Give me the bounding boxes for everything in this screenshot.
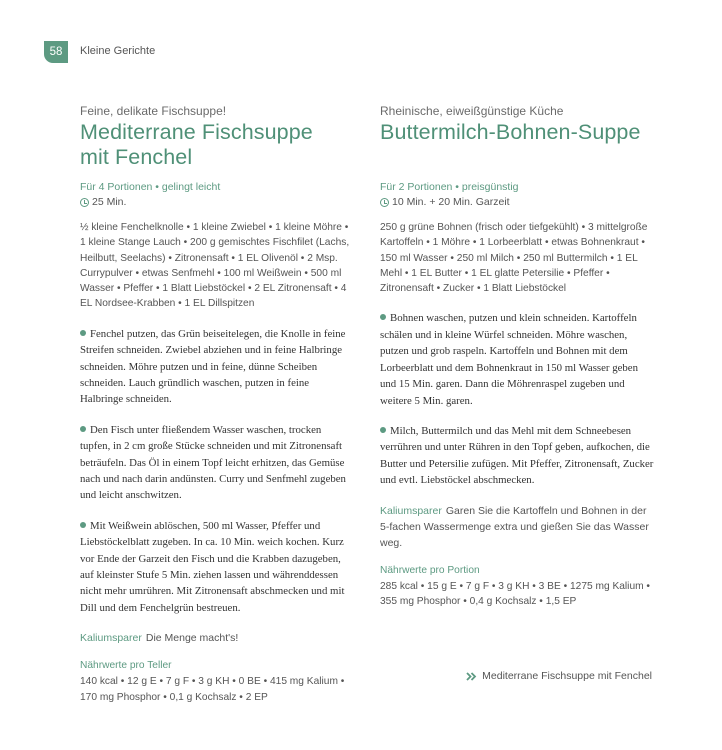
instruction-step bbox=[380, 310, 656, 408]
next-recipe-link-text: Mediterrane Fischsuppe mit Fenchel bbox=[482, 670, 652, 682]
recipe-title-line: Mediterrane Fischsuppe bbox=[80, 120, 313, 144]
tip-box bbox=[80, 630, 352, 646]
nutrition-values: 140 kcal • 12 g E • 7 g F • 3 g KH • 0 BE • 415 mg Kalium • 170 mg Phosphor • 0,1 g Kochsalz • 2 EP bbox=[80, 676, 345, 703]
bullet-icon bbox=[380, 427, 386, 433]
double-chevron-right-icon bbox=[466, 671, 477, 682]
prep-time bbox=[80, 195, 352, 210]
instruction-text: Bohnen waschen, putzen und klein schneiden. Kartoffeln schälen und in kleine Würfel schneiden. Möhre waschen, putzen und grob raspeln. Kartoffeln und Bohnen mit dem Lorbeerblatt und dem Bohnenkraut in 150 ml Wasser geben und 15 Min. garen. Dann die Möhrenraspel zugeben und weitere 5 Min. garen. bbox=[380, 312, 638, 407]
recipe-subtitle: Feine, delikate Fischsuppe! bbox=[80, 104, 227, 118]
recipe-fischsuppe bbox=[80, 103, 352, 705]
recipe-title bbox=[80, 120, 352, 170]
instruction-step bbox=[80, 326, 352, 408]
recipe-meta bbox=[380, 180, 656, 210]
tip-text: Garen Sie die Kartoffeln und Bohnen in der 5-fachen Wassermenge extra und gießen Sie das Wasser weg. bbox=[380, 504, 649, 549]
bullet-icon bbox=[80, 330, 86, 336]
tip-label: Kaliumsparer bbox=[380, 504, 442, 517]
page-number-badge: 58 bbox=[44, 41, 68, 63]
recipe-meta bbox=[80, 180, 352, 210]
recipe-bohnensuppe bbox=[380, 103, 656, 609]
ingredients-list: ½ kleine Fenchelknolle • 1 kleine Zwiebel • 1 kleine Möhre • 1 kleine Stange Lauch • 200 g gemischtes Fischfilet (Lachs, Heilbutt, Seelachs) • Zitronensaft • 1 EL Olivenöl • 2 Msp. Currypulver • etwas Senfmehl • 100 ml Weißwein • 500 ml Wasser • Pfeffer • 1 Blatt Liebstöckel • 2 EL Zitronensaft • 4 EL Nordsee-Krabben • 1 EL Dillspitzen bbox=[80, 222, 350, 310]
ingredients-list: 250 g grüne Bohnen (frisch oder tiefgekühlt) • 3 mittelgroße Kartoffeln • 1 Möhre • 1 Lorbeerblatt • etwas Bohnenkraut • 150 ml Wasser • 250 ml Milch • 250 ml Buttermilch • 1 EL Mehl • 1 EL Butter • 1 EL glatte Petersilie • Pfeffer • Zitronensaft • Zucker • 1 Blatt Liebstöckel bbox=[380, 222, 648, 295]
nutrition-heading: Nährwerte pro Teller bbox=[80, 660, 172, 672]
running-header: Kleine Gerichte bbox=[80, 45, 156, 57]
clock-icon bbox=[380, 198, 389, 207]
prep-time bbox=[380, 195, 656, 210]
nutrition-values: 285 kcal • 15 g E • 7 g F • 3 g KH • 3 BE • 1275 mg Kalium • 355 mg Phosphor • 0,4 g Kochsalz • 1,5 EP bbox=[380, 580, 650, 607]
instruction-step bbox=[380, 423, 656, 489]
instruction-step bbox=[80, 518, 352, 616]
recipe-title: Buttermilch-Bohnen-Suppe bbox=[380, 120, 641, 144]
prep-time-text: 25 Min. bbox=[92, 196, 127, 208]
bullet-icon bbox=[80, 426, 86, 432]
instruction-text: Den Fisch unter fließendem Wasser waschen, trocken tupfen, in 2 cm große Stücke schneiden und mit Zitronensaft beträufeln. Das Öl in einem Topf leicht erhitzen, das Gemüse nach und nach darin andünsten. Curry und Senfmehl zugeben und leicht anschwitzen. bbox=[80, 423, 346, 502]
bullet-icon bbox=[80, 522, 86, 528]
tip-label: Kaliumsparer bbox=[80, 632, 142, 645]
instruction-text: Fenchel putzen, das Grün beiseitelegen, die Knolle in feine Streifen schneiden. Zwiebel abziehen und in feine Halbringe schneiden. Möhre putzen und in feine, dünne Scheiben schneiden. Lauch gründlich waschen, putzen in feine Halbringe schneiden. bbox=[80, 327, 346, 406]
servings: Für 4 Portionen • gelingt leicht bbox=[80, 181, 221, 193]
tip-text: Die Menge macht's! bbox=[145, 632, 239, 645]
servings: Für 2 Portionen • preisgünstig bbox=[380, 181, 519, 193]
tip-box bbox=[380, 503, 656, 551]
instruction-step bbox=[80, 422, 352, 504]
next-recipe-link[interactable] bbox=[466, 670, 652, 682]
clock-icon bbox=[80, 198, 89, 207]
bullet-icon bbox=[380, 314, 386, 320]
instruction-text: Mit Weißwein ablöschen, 500 ml Wasser, Pfeffer und Liebstöckelblatt zugeben. In ca. 10 Min. weich kochen. Kurz vor Ende der Garzeit den Fisch und die Krabben dazugeben, auf kleinster Stufe 5 Min. ziehen lassen und währenddessen nicht mehr umrühren. Mit Zitronensaft abschmecken und mit Dill und dem Fenchelgrün bestreuen. bbox=[80, 519, 345, 614]
prep-time-text: 10 Min. + 20 Min. Garzeit bbox=[392, 196, 510, 208]
recipe-subtitle: Rheinische, eiweißgünstige Küche bbox=[380, 104, 564, 118]
nutrition-heading: Nährwerte pro Portion bbox=[380, 564, 480, 576]
recipe-title-line: mit Fenchel bbox=[80, 145, 193, 169]
instruction-text: Milch, Buttermilch und das Mehl mit dem Schneebesen verrühren und unter Rühren in den Topf geben, aufkochen, die Butter und Petersilie zufügen. Mit Pfeffer, Zitronensaft, Zucker und evtl. Liebstöckel abschmecken. bbox=[380, 424, 654, 487]
